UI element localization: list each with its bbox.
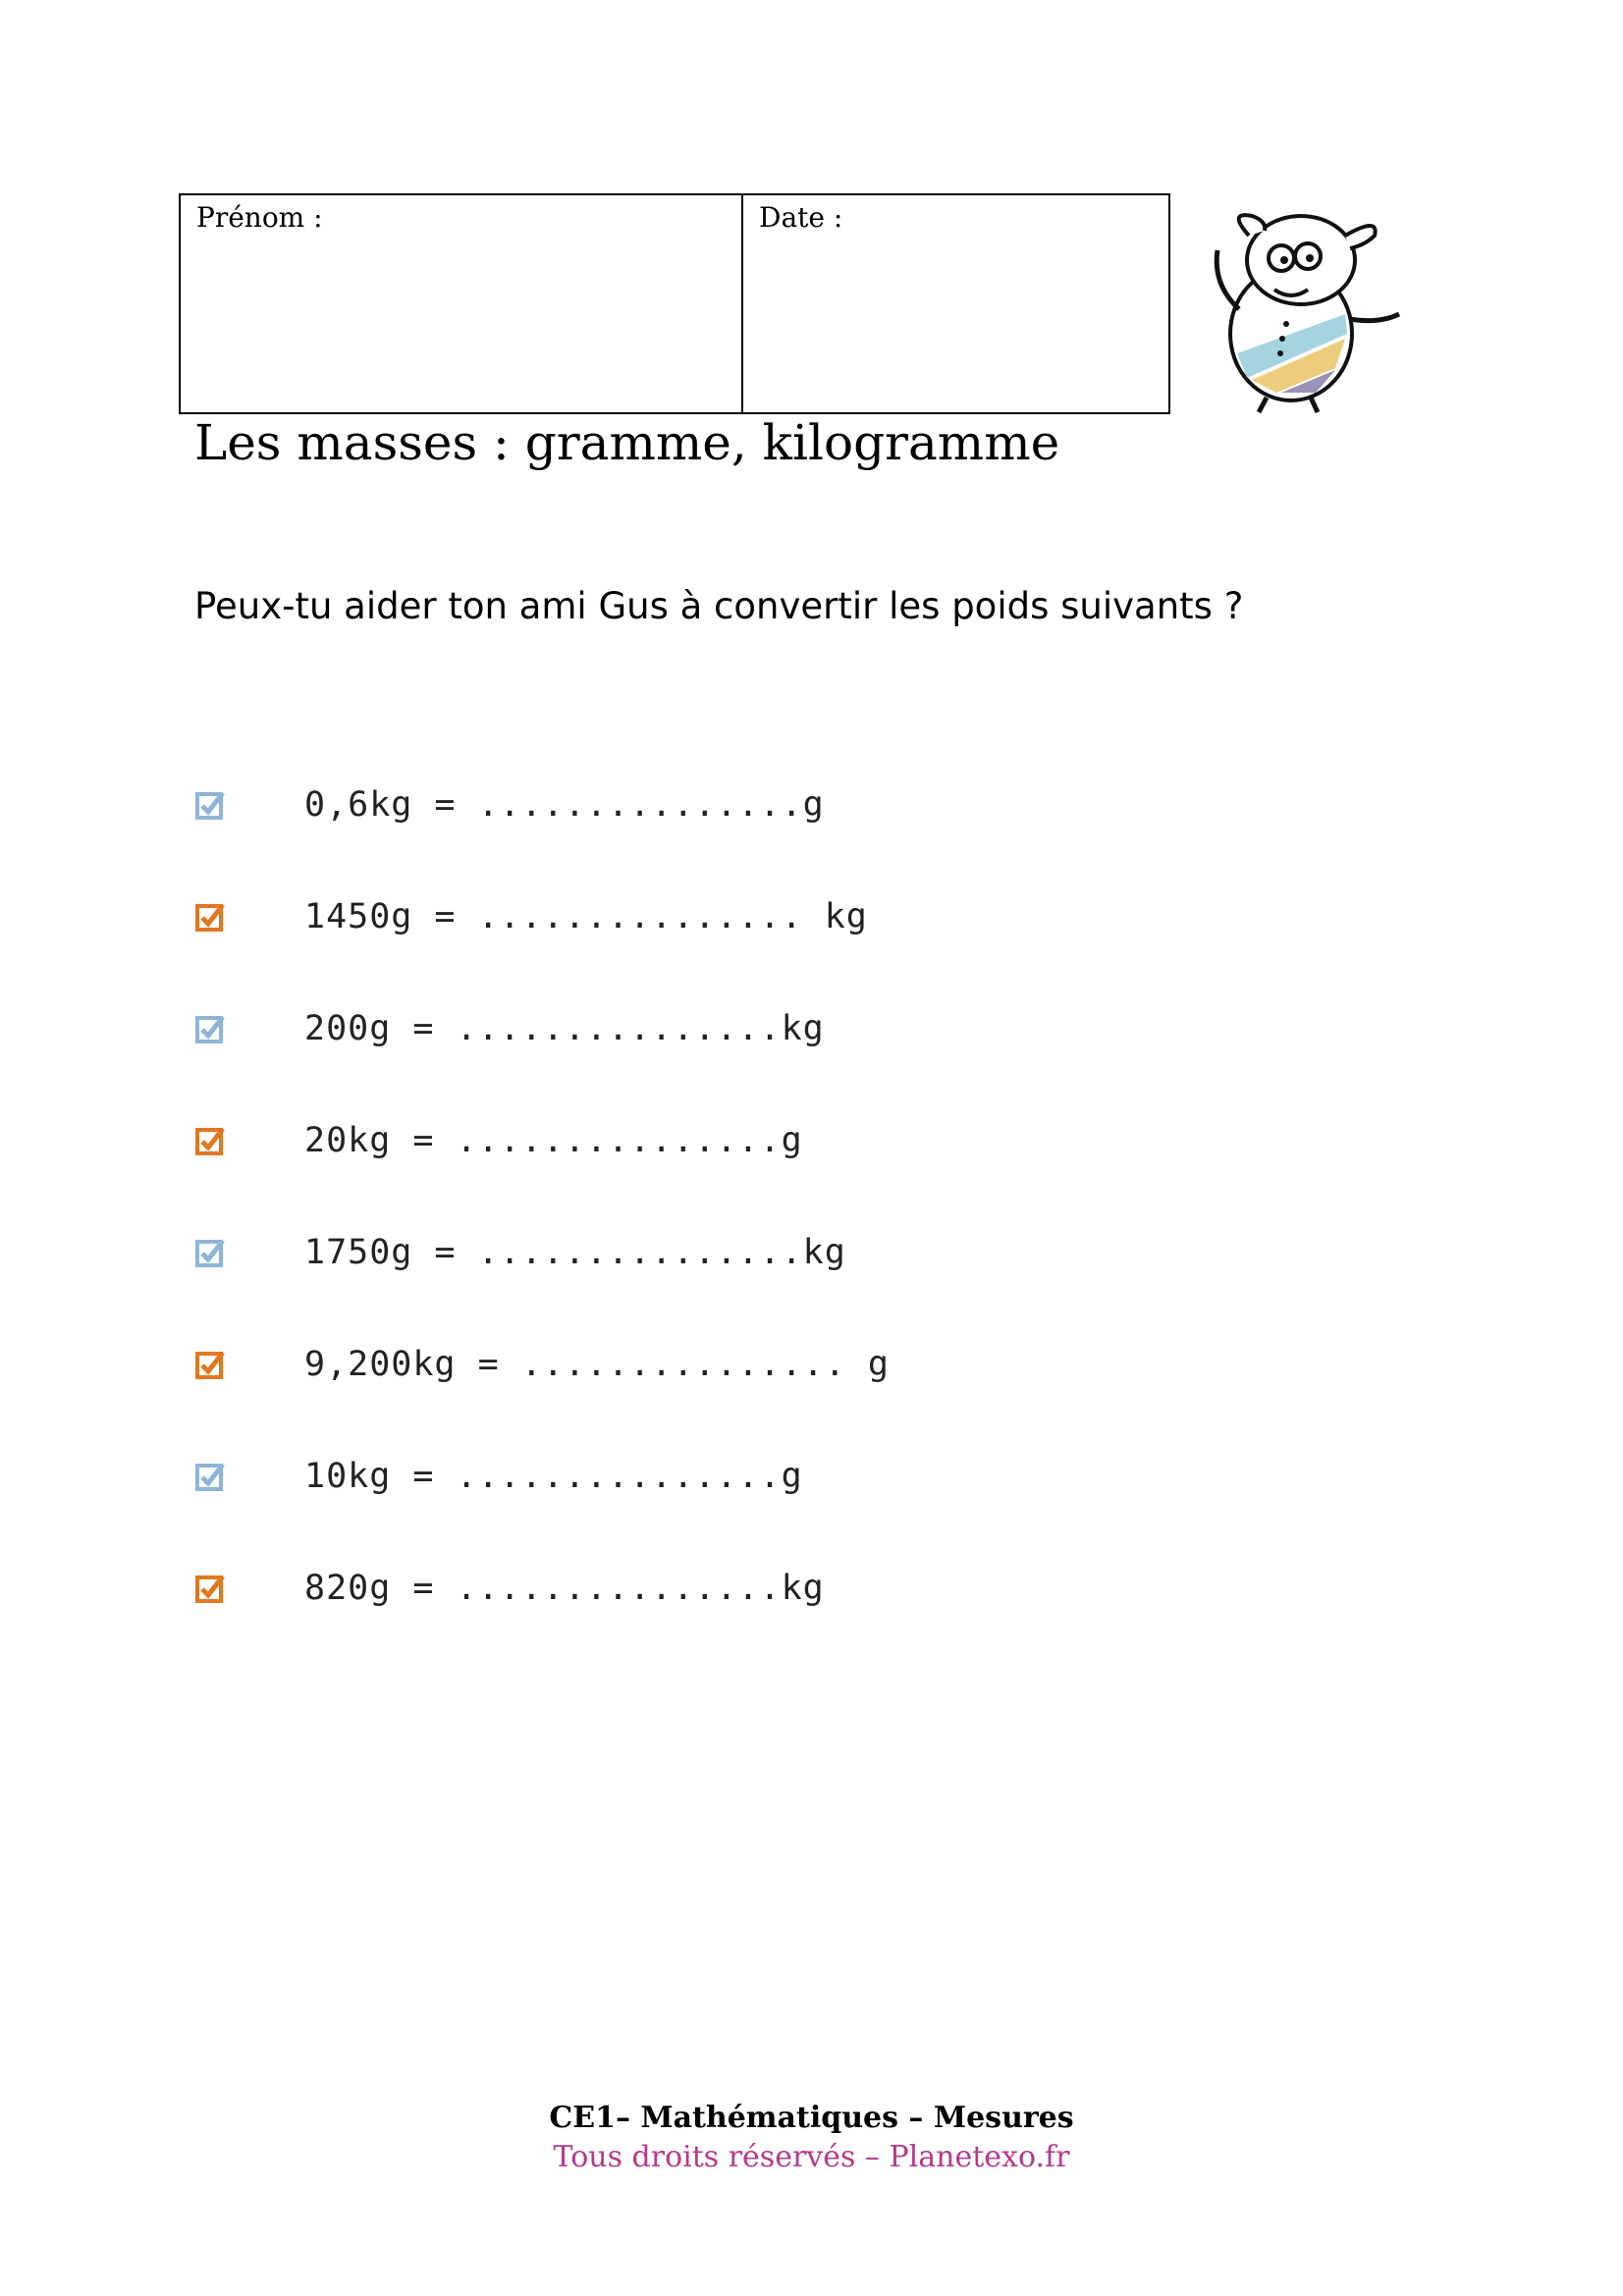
checkbox-icon (194, 1461, 226, 1492)
exercise-text: 1450g = ............... kg (304, 897, 868, 936)
exercise-item (194, 785, 825, 825)
exercise-item (194, 1233, 846, 1272)
checkbox-icon (194, 789, 226, 821)
checkbox-icon (194, 1573, 226, 1604)
exercise-text: 0,6kg = ...............g (304, 785, 825, 825)
exercise-text: 10kg = ...............g (304, 1457, 803, 1496)
date-label: Date : (759, 201, 843, 234)
checkbox-icon (194, 1349, 226, 1380)
student-info-table (179, 193, 1170, 414)
footer-rights: Tous droits réservés – Planetexo.fr (553, 2140, 1070, 2174)
page-title: Les masses : gramme, kilogramme (194, 414, 1060, 471)
exercise-item (194, 1121, 803, 1160)
exercise-text: 20kg = ...............g (304, 1121, 803, 1160)
exercise-item (194, 1345, 890, 1384)
date-field[interactable] (743, 195, 1168, 412)
prenom-field[interactable] (181, 195, 743, 412)
exercise-item (194, 1569, 825, 1608)
exercise-text: 9,200kg = ............... g (304, 1345, 890, 1384)
exercise-text: 200g = ...............kg (304, 1009, 825, 1048)
exercise-item (194, 1457, 803, 1496)
gus-mascot-icon (1198, 191, 1414, 417)
prenom-label: Prénom : (196, 201, 323, 234)
checkbox-icon (194, 1013, 226, 1044)
checkbox-icon (194, 1237, 226, 1268)
exercise-item (194, 897, 868, 936)
exercise-text: 1750g = ...............kg (304, 1233, 846, 1272)
checkbox-icon (194, 1125, 226, 1156)
instruction-text: Peux-tu aider ton ami Gus à convertir les poids suivants ? (194, 585, 1244, 627)
exercise-text: 820g = ...............kg (304, 1569, 825, 1608)
exercise-item (194, 1009, 825, 1048)
footer-course: CE1– Mathématiques – Mesures (549, 2101, 1074, 2135)
checkbox-icon (194, 901, 226, 933)
